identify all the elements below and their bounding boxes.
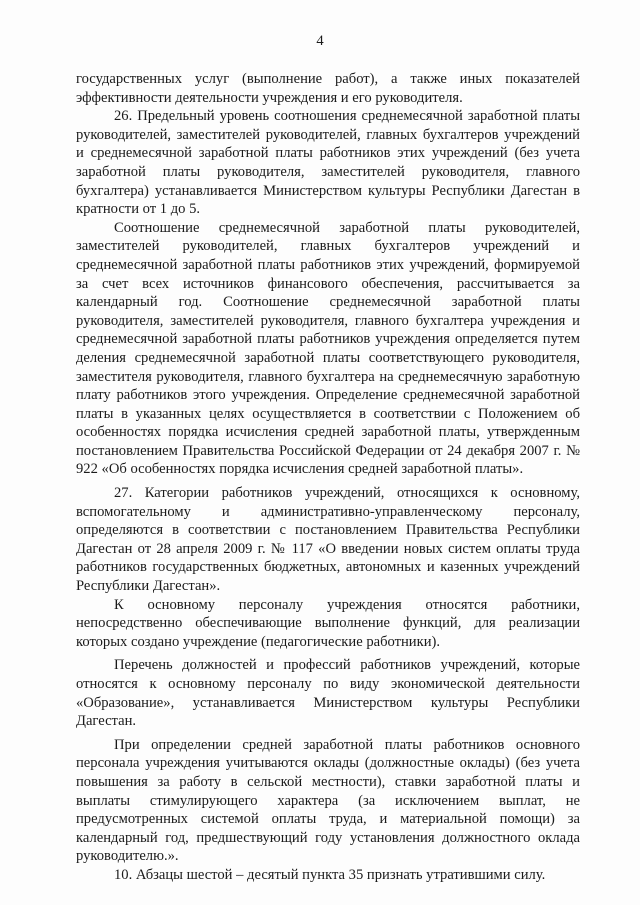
paragraph-item-26: 26. Предельный уровень соотношения среднемесячной заработной платы руководителей, заместителей руководителей, главных бухгалтеров учреждений и среднемесячной заработной платы работников этих учреждений (без учета заработной платы руководителя, заместителей руководителя, главного бухгалтера) устанавливается Министерством культуры Республики Дагестан в кратности от 1 до 5.: [76, 108, 580, 218]
paragraph-average-salary: При определении средней заработной платы работников основного персонала учреждения учитываются оклады (должностные оклады) (без учета повышения за работу в сельской местности), ставки заработной платы и выплаты стимулирующего характера (за исключением выплат, не предусмотренных системой оплаты труда, и материальной помощи) за календарный год, предшествующий году установления должностного оклада руководителю.».: [76, 736, 580, 865]
page-number: 4: [316, 33, 324, 49]
document-body: [76, 70, 580, 885]
paragraph-item-10: 10. Абзацы шестой – десятый пункта 35 признать утратившими силу.: [114, 866, 546, 883]
paragraph-item-27: 27. Категории работников учреждений, относящихся к основному, вспомогательному и административно-управленческому персоналу, определяются в соответствии с постановлением Правительства Республики Дагестан от 28 апреля 2009 г. № 117 «О введении новых систем оплаты труда работников государственных бюджетных, автономных и казенных учреждений Республики Дагестан».: [76, 485, 580, 595]
paragraph-main-staff: К основному персоналу учреждения относятся работники, непосредственно обеспечивающие выполнение функций, для реализации которых создано учреждение (педагогические работники).: [76, 596, 580, 650]
paragraph-salary-ratio: Соотношение среднемесячной заработной платы руководителей, заместителей руководителей, главных бухгалтеров учреждений и среднемесячной заработной платы работников этих учреждений, формируемой за счет всех источников финансового обеспечения, рассчитывается за календарный год. Соотношение среднемесячной заработной платы руководителя, заместителей руководителя, главного бухгалтера учреждения и среднемесячной заработной платы работников учреждения определяется путем деления среднемесячной заработной платы соответствующего руководителя, заместителя руководителя, главного бухгалтера на среднемесячную заработную плату работников этого учреждения. Определение среднемесячной заработной платы в указанных целях осуществляется в соответствии с Положением об особенностях порядка исчисления средней заработной платы, утвержденным постановлением Правительства Российской Федерации от 24 декабря 2007 г. № 922 «Об особенностях порядка исчисления средней заработной платы».: [76, 219, 580, 478]
paragraph-positions-list: Перечень должностей и профессий работников учреждений, которые относятся к основному персоналу по виду экономической деятельности «Образование», устанавливается Министерством культуры Республики Дагестан.: [76, 657, 580, 730]
paragraph-continuation: государственных услуг (выполнение работ), а также иных показателей эффективности деятельности учреждения и его руководителя.: [76, 71, 580, 106]
